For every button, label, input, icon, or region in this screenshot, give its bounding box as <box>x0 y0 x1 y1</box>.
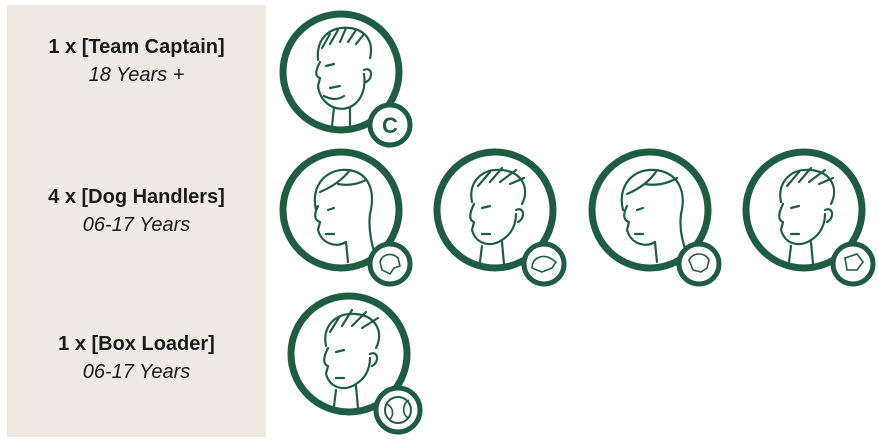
handler-avatar-4 <box>741 150 878 290</box>
role-age: 18 Years + <box>88 64 185 86</box>
role-title: 4 x [Dog Handlers] <box>48 186 225 208</box>
handler-avatar-1 <box>278 150 418 290</box>
role-title: 1 x [Team Captain] <box>48 36 225 58</box>
boy-avatar-icon <box>741 150 878 290</box>
role-age: 06-17 Years <box>82 214 191 236</box>
boy-avatar-icon <box>432 150 572 290</box>
role-title: 1 x [Box Loader] <box>58 333 215 355</box>
loader-avatar <box>286 294 426 438</box>
role-age: 06-17 Years <box>82 361 191 383</box>
handler-avatar-2 <box>432 150 572 290</box>
boy-avatar-icon <box>286 294 426 438</box>
bearded-man-avatar-icon <box>278 8 418 153</box>
role-dog-handlers <box>7 183 266 239</box>
handler-avatar-3 <box>587 150 727 290</box>
captain-badge-label: C <box>382 113 398 138</box>
role-box-loader <box>7 330 266 386</box>
woman-avatar-icon <box>587 150 727 290</box>
woman-avatar-icon <box>278 150 418 290</box>
role-team-captain <box>7 33 266 89</box>
captain-avatar <box>278 8 418 153</box>
